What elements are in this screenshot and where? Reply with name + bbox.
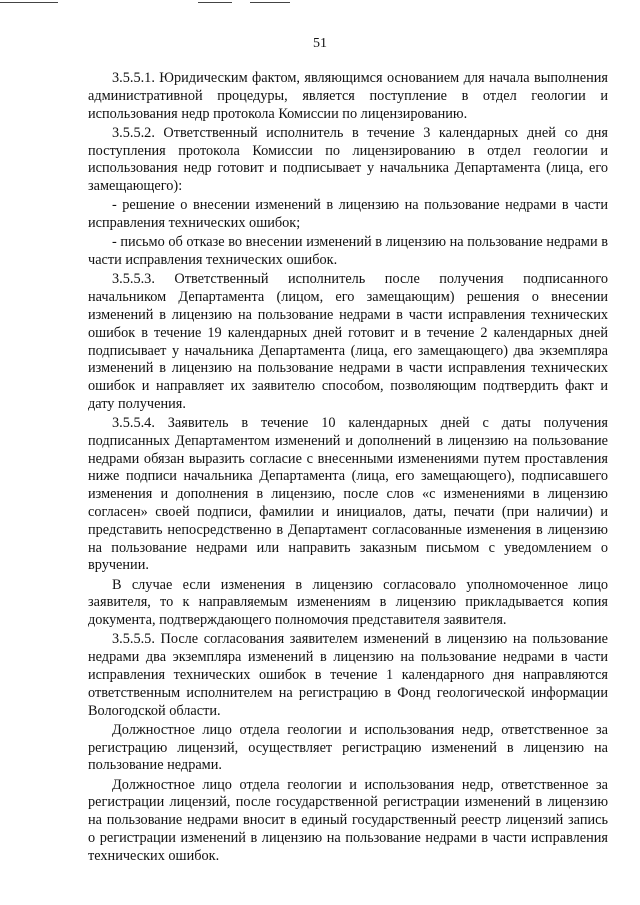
page-number: 51 — [313, 36, 327, 51]
paragraph-state-registry: Должностное лицо отдела геологии и использования недр, ответственное за регистрации лицензий, после государственной регистрации изменений в лицензию на пользование недрами вносит в единый государственный реестр лицензий запись о регистрации изменений в лицензию на пользование недрами в части исправления технических ошибок. — [88, 776, 608, 864]
paragraph-3-5-5-5: 3.5.5.5. После согласования заявителем изменений в лицензию на пользование недрами два экземпляра изменений в лицензию на пользование недрами в части исправления технических ошибок в течение 1 календарного дня направляются ответственным исполнителем на регистрацию в Фонд геологической информации Вологодской области. — [88, 631, 608, 719]
paragraph-3-5-5-2: 3.5.5.2. Ответственный исполнитель в течение 3 календарных дней со дня поступления протокола Комиссии по лицензированию в отдел геологии и использования недр готовит и подписывает у начальника Департамента (лица, его замещающего): — [88, 124, 608, 195]
paragraph-authorized-person: В случае если изменения в лицензию согласовало уполномоченное лицо заявителя, то к направляемым изменениям в лицензию прикладывается копия документа, подтверждающего полномочия представителя заявителя. — [88, 576, 608, 629]
paragraph-registration: Должностное лицо отдела геологии и использования недр, ответственное за регистрацию лицензий, осуществляет регистрацию изменений в лицензию на пользование недрами. — [88, 721, 608, 774]
paragraph-3-5-5-4: 3.5.5.4. Заявитель в течение 10 календарных дней с даты получения подписанных Департаментом изменений и дополнений в лицензию на пользование недрами обязан выразить согласие с внесенными изменениями путем проставления ниже подписи начальника Департамента (лица, его замещающего), подписавшего изменения и дополнения в лицензию, после слов «с изменениями в лицензию согласен» своей подписи, фамилии и инициалов, даты, печати (при наличии) и представить непосредственно в Департамент согласованные изменения в лицензию на пользование недрами или направить заказным письмом с уведомлением о вручении. — [88, 415, 608, 574]
list-item-decision: - решение о внесении изменений в лицензию на пользование недрами в части исправления технических ошибок; — [88, 197, 608, 232]
paragraph-3-5-5-3: 3.5.5.3. Ответственный исполнитель после получения подписанного начальником Департамента (лицом, его замещающим) решения о внесении изменений в лицензию на пользование недрами в части исправления технических ошибок в течение 19 календарных дней готовит и в течение 2 календарных дней подписывает у начальника Департамента (лица, его замещающего) два экземпляра изменений в лицензию на пользование недрами в части исправления технических ошибок и направляет их заявителю способом, позволяющим подтвердить факт и дату получения. — [88, 271, 608, 412]
list-item-refusal-letter: - письмо об отказе во внесении изменений в лицензию на пользование недрами в части исправления технических ошибок. — [88, 234, 608, 269]
document-body — [88, 70, 608, 867]
header-rule — [0, 2, 58, 3]
header-rule — [198, 2, 232, 3]
paragraph-3-5-5-1: 3.5.5.1. Юридическим фактом, являющимся основанием для начала выполнения административной процедуры, является поступление в отдел геологии и использования недр протокола Комиссии по лицензированию. — [88, 70, 608, 122]
header-rule — [250, 2, 290, 3]
header-rules — [0, 0, 640, 6]
